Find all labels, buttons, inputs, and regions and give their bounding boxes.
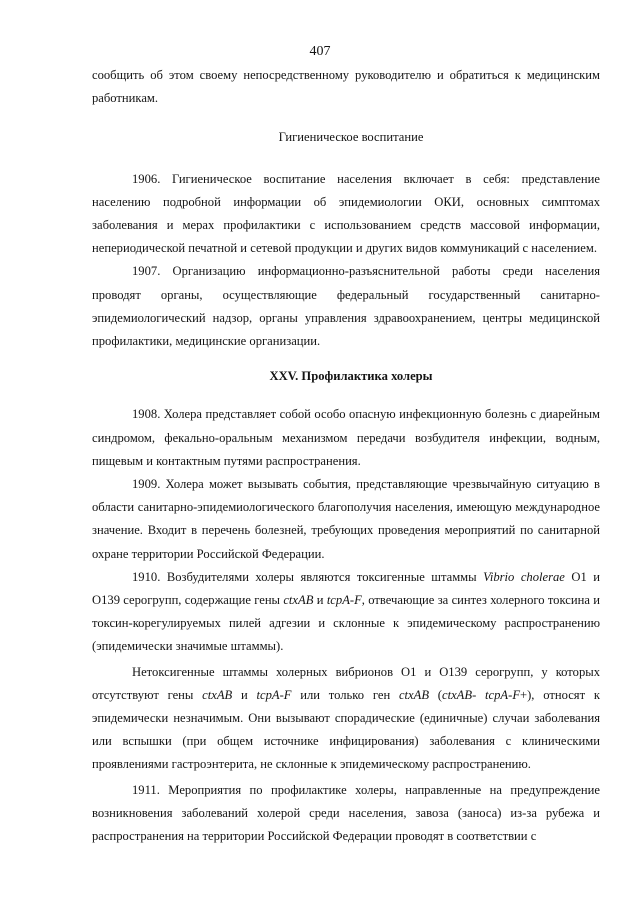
section-title: XXV. Профилактика холеры (269, 369, 433, 384)
gene-name: ctxAB (283, 593, 314, 608)
gene-name: tcpA-F (256, 687, 292, 702)
document-body (92, 64, 600, 848)
text-run: - (472, 687, 486, 702)
paragraph-1907: 1907. Организацию информационно-разъяснительной работы среди населения проводят органы, осуществляющие федеральный государственный санитарно-эпидемиологический надзор, органы управления здравоохранением, центры медицинской профилактики, медицинские организации. (92, 264, 600, 349)
paragraph-1909: 1909. Холера может вызывать события, представляющие чрезвычайную ситуацию в области санитарно-эпидемиологического благополучия населения, имеющую международное значение. Входит в перечень болезней, требующих проведения мероприятий по санитарной охране территории Российской Федерации. (92, 477, 600, 561)
paragraph-1910 (92, 566, 600, 659)
paragraph-nontoxigenic (92, 661, 600, 777)
gene-name: ctxAB (202, 687, 233, 702)
gene-name: tcpA-F (326, 593, 362, 608)
paragraph-1908: 1908. Холера представляет собой особо опасную инфекционную болезнь с диарейным синдромом, фекально-оральным механизмом передачи возбудителя инфекции, водным, пищевым и контактным путями распространения. (92, 407, 600, 468)
intro-paragraph: сообщить об этом своему непосредственному руководителю и обратиться к медицинским работникам. (92, 68, 600, 106)
text-run: Нетоксигенные штаммы холерных вибрионов O1 и O139 серогрупп, у которых отсутствуют гены (92, 664, 600, 702)
text-run: O1 и O139 серогрупп, содержащие гены (92, 569, 600, 608)
paragraph-1911: 1911. Мероприятия по профилактике холеры, направленные на предупреждение возникновения заболеваний холерой среди населения, завоза (заноса) из-за рубежа и распространения на территории Российской Федерации проводят в соответствии с (92, 782, 600, 844)
text-run: 1910. Возбудителями холеры являются токсигенные штаммы (132, 569, 484, 584)
gene-name: ctxAB (398, 687, 430, 702)
paragraph-1906: 1906. Гигиеническое воспитание населения включает в себя: представление населению подробной информации об эпидемиологии ОКИ, основных симптомах заболевания и мерах профилактики с использованием средств массовой информации, непериодической печатной и сетевой продукции и других видов коммуникаций с населением. (92, 171, 600, 256)
text-run: +), относят к эпидемически незначимым. Они вызывают спорадические (единичные) случаи заболевания или вспышки (при общем источнике инфицирования) заболевания с клиническими проявлениями гастроэнтерита, не склонные к эпидемическому распространению. (92, 687, 600, 772)
gene-name: ctxAB (442, 687, 473, 702)
text-run: ( (429, 687, 442, 702)
page-number: 407 (309, 44, 331, 59)
text-run: и (313, 593, 327, 608)
subsection-title: Гигиеническое воспитание (278, 130, 424, 145)
text-run: и (232, 687, 257, 702)
text-run: или только ген (291, 687, 399, 702)
text-run: , отвечающие за синтез холерного токсина и токсин-корегулируемых пилей адгезии и склонные к эпидемическому распространению (эпидемически значимые штаммы). (92, 593, 600, 654)
gene-name: tcpA-F (485, 687, 521, 702)
species-name: Vibrio cholerae (483, 569, 565, 584)
